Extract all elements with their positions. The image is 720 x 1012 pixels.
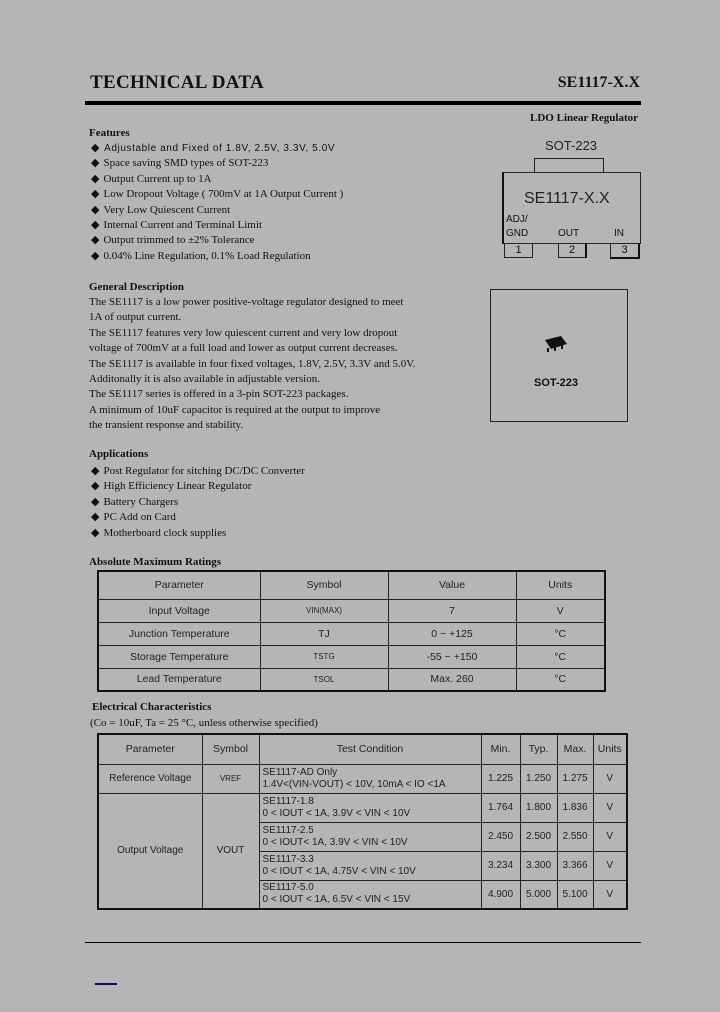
cell: Input Voltage (98, 599, 260, 622)
applications-list (91, 464, 305, 541)
column-header: Max. (557, 734, 593, 764)
text-line: The SE1117 is available in four fixed voltages, 1.8V, 2.5V, 3.3V and 5.0V. (89, 357, 416, 370)
list-item: ◆ Motherboard clock supplies (91, 526, 305, 541)
header-rule (85, 101, 641, 105)
column-header: Parameter (98, 571, 260, 599)
pin-label-adj: ADJ/ (506, 214, 528, 225)
cell: VIN(MAX) (260, 599, 388, 622)
applications-heading: Applications (89, 448, 149, 460)
table-row (98, 793, 627, 822)
electrical-conditions: (Co = 10uF, Ta = 25 °C, unless otherwise specified) (90, 717, 318, 729)
cell: 1.764 (481, 793, 520, 822)
cell: 2.500 (520, 822, 557, 851)
text-line: 1A of output current. (89, 311, 182, 324)
document-title: TECHNICAL DATA (90, 72, 264, 93)
pin-1: 1 (504, 243, 533, 258)
text-line: voltage of 700mV at a full load and lower as output current decreases. (89, 342, 398, 355)
pin-label-out: OUT (558, 228, 580, 239)
text-line: Additonally it is also available in adjustable version. (89, 373, 320, 386)
cell: -55 ~ +150 (388, 645, 516, 668)
table-header-row (98, 734, 627, 764)
list-item: ◆ Adjustable and Fixed of 1.8V, 2.5V, 3.3V, 5.0V (91, 141, 343, 156)
table-header-row (98, 571, 605, 599)
list-item: ◆ 0.04% Line Regulation, 0.1% Load Regulation (91, 249, 343, 264)
cell: 5.100 (557, 880, 593, 909)
list-item: ◆ PC Add on Card (91, 510, 305, 525)
list-item: ◆ Very Low Quiescent Current (91, 203, 343, 218)
list-item: ◆ Post Regulator for sitching DC/DC Converter (91, 464, 305, 479)
description-text (89, 295, 416, 434)
cell: Max. 260 (388, 668, 516, 691)
list-item: ◆ Low Dropout Voltage ( 700mV at 1A Output Current ) (91, 187, 343, 202)
cell: TSTG (260, 645, 388, 668)
cell: °C (516, 622, 605, 645)
pinout-body (502, 172, 641, 244)
cell: °C (516, 645, 605, 668)
column-header: Typ. (520, 734, 557, 764)
cell: 7 (388, 599, 516, 622)
cell: V (593, 851, 627, 880)
abs-max-table (97, 570, 606, 692)
abs-max-heading: Absolute Maximum Ratings (89, 556, 222, 568)
cell: 1.836 (557, 793, 593, 822)
text-line: The SE1117 features very low quiescent current and very low dropout (89, 326, 398, 339)
condition-line: 0 < IOUT < 1A, 6.5V < VIN < 15V (262, 894, 411, 906)
column-header: Parameter (98, 734, 202, 764)
cell: 3.234 (481, 851, 520, 880)
cell: TSOL (260, 668, 388, 691)
description-heading: General Description (89, 281, 185, 293)
condition-line: 0 < IOUT< 1A, 3.9V < VIN < 10V (262, 836, 408, 848)
pin-2: 2 (558, 243, 587, 258)
cell: 5.000 (520, 880, 557, 909)
cell: V (516, 599, 605, 622)
pin-label-gnd: GND (506, 228, 529, 239)
cell (259, 764, 481, 793)
cell: Output Voltage (98, 793, 202, 909)
cell: 1.250 (520, 764, 557, 793)
text-line: A minimum of 10uF capacitor is required at the output to improve (89, 403, 381, 416)
condition-line: 1.4V<(VIN-VOUT) < 10V, 10mA < IO <1A (262, 778, 446, 790)
cell: Storage Temperature (98, 645, 260, 668)
cell: Reference Voltage (98, 764, 202, 793)
column-header: Value (388, 571, 516, 599)
list-item: ◆ Output Current up to 1A (91, 172, 343, 187)
table-row (98, 599, 605, 622)
condition-line: SE1117-5.0 (262, 882, 314, 894)
cell: VREF (202, 764, 259, 793)
column-header: Units (516, 571, 605, 599)
column-header: Test Condition (259, 734, 481, 764)
pin-3: 3 (610, 243, 640, 259)
package-image (490, 289, 628, 422)
column-header: Symbol (202, 734, 259, 764)
subtitle: LDO Linear Regulator (530, 112, 638, 124)
cell: TJ (260, 622, 388, 645)
pin-label-in: IN (614, 228, 624, 239)
part-number: SE1117-X.X (557, 74, 640, 91)
cell: 1.275 (557, 764, 593, 793)
text-line: The SE1117 series is offered in a 3-pin SOT-223 packages. (89, 388, 349, 401)
footer-rule (85, 942, 641, 943)
condition-line: SE1117-2.5 (262, 824, 314, 836)
pinout-tab (534, 158, 604, 173)
package-label: SOT-223 (534, 377, 579, 389)
cell: V (593, 880, 627, 909)
condition-line: SE1117-1.8 (262, 795, 314, 807)
electrical-heading: Electrical Characteristics (92, 701, 212, 713)
features-list (91, 141, 343, 264)
cell: Junction Temperature (98, 622, 260, 645)
cell: 3.366 (557, 851, 593, 880)
cell: 2.450 (481, 822, 520, 851)
cell: 3.300 (520, 851, 557, 880)
cell (259, 822, 481, 851)
column-header: Symbol (260, 571, 388, 599)
cell: V (593, 793, 627, 822)
cell: 1.225 (481, 764, 520, 793)
text-line: the transient response and stability. (89, 419, 244, 432)
cell: °C (516, 668, 605, 691)
pinout-package-label: SOT-223 (545, 138, 598, 153)
column-header: Units (593, 734, 627, 764)
table-row (98, 645, 605, 668)
list-item: ◆ Output trimmed to ±2% Tolerance (91, 233, 343, 248)
cell: 1.800 (520, 793, 557, 822)
table-row (98, 622, 605, 645)
cell (259, 793, 481, 822)
cell: Lead Temperature (98, 668, 260, 691)
list-item: ◆ High Efficiency Linear Regulator (91, 479, 305, 494)
condition-line: SE1117-3.3 (262, 853, 314, 865)
text-line: The SE1117 is a low power positive-voltage regulator designed to meet (89, 296, 404, 308)
chip-icon (541, 334, 569, 354)
condition-line: 0 < IOUT < 1A, 4.75V < VIN < 10V (262, 865, 416, 877)
cell (259, 880, 481, 909)
features-heading: Features (89, 127, 130, 139)
cell: 0 ~ +125 (388, 622, 516, 645)
cell: V (593, 822, 627, 851)
column-header: Min. (481, 734, 520, 764)
table-row (98, 764, 627, 793)
cell (259, 851, 481, 880)
footer-link-mark[interactable] (95, 983, 117, 985)
pinout-device: SE1117-X.X (524, 190, 610, 207)
condition-line: SE1117-AD Only (262, 766, 338, 778)
table-row (98, 668, 605, 691)
electrical-table (97, 733, 628, 910)
cell: 2.550 (557, 822, 593, 851)
list-item: ◆ Space saving SMD types of SOT-223 (91, 156, 343, 171)
cell: VOUT (202, 793, 259, 909)
condition-line: 0 < IOUT < 1A, 3.9V < VIN < 10V (262, 807, 411, 819)
list-item: ◆ Battery Chargers (91, 495, 305, 510)
cell: V (593, 764, 627, 793)
cell: 4.900 (481, 880, 520, 909)
list-item: ◆ Internal Current and Terminal Limit (91, 218, 343, 233)
